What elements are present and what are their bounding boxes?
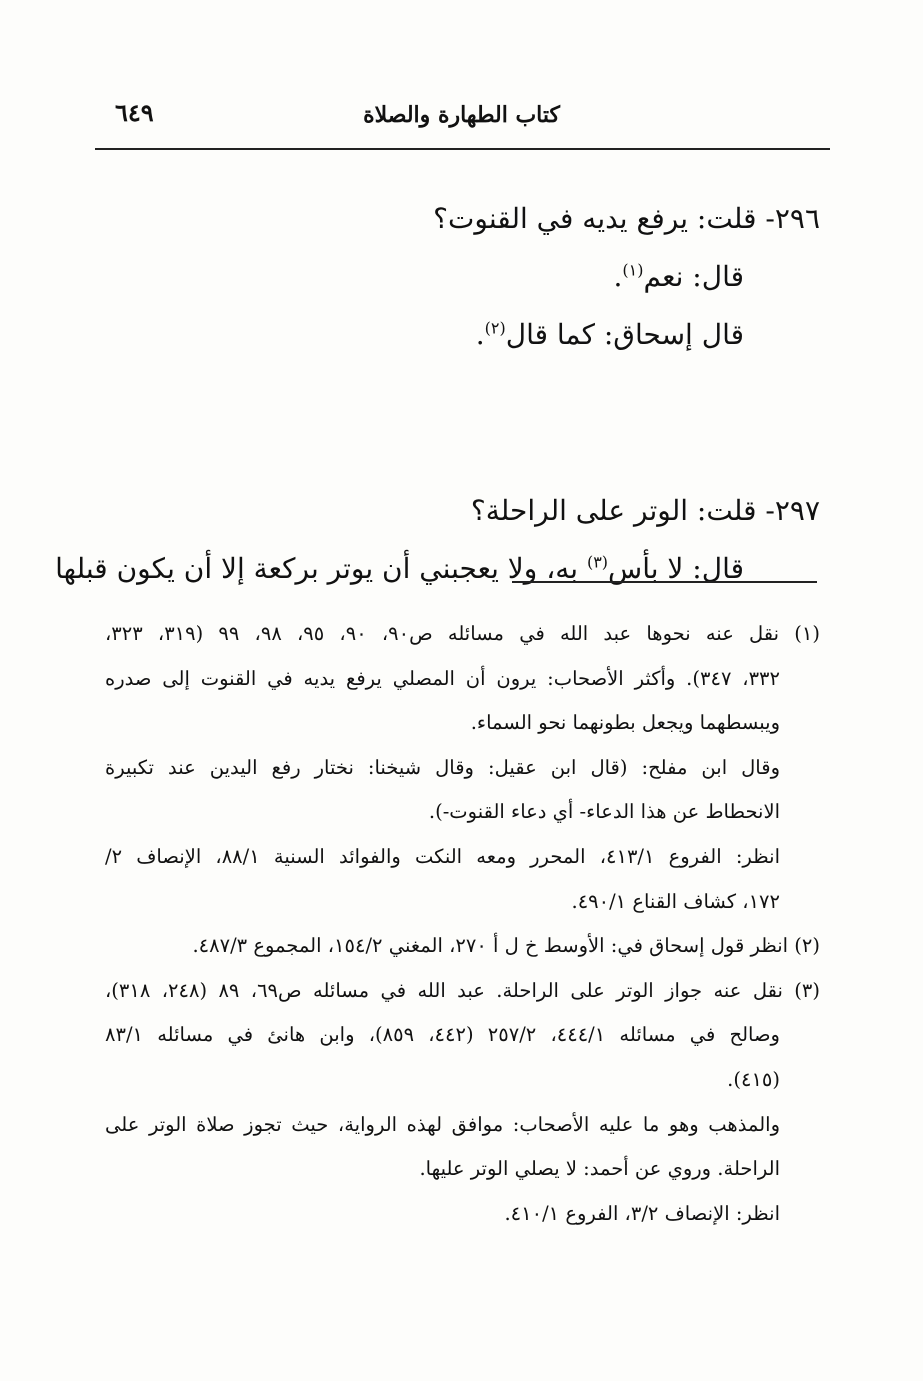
answer-297-rest: به، ولا يعجبني أن يوتر بركعة إلا أن يكون قبلها xyxy=(55,552,587,585)
footnote-line: ويبسطهما ويجعل بطونهما نحو السماء. xyxy=(470,711,780,735)
footnote-ref-1[interactable]: (١) xyxy=(622,260,644,280)
footnote-line: ٣٣٢، ٣٤٧). وأكثر الأصحاب: يرون أن المصلي يرفع يديه في القنوت إلى صدره xyxy=(105,666,780,690)
question-296-text: ٢٩٦- قلت: يرفع يديه في القنوت؟ xyxy=(433,202,820,235)
page-header xyxy=(95,96,830,150)
answer-297 xyxy=(55,540,820,598)
footnote-line: وصالح في مسائله ٤٤٤/١، ٢٥٧/٢ (٤٤٢، ٨٥٩)، وابن هانئ في مسائله ٨٣/١ xyxy=(105,1023,780,1047)
answer-296-period: . xyxy=(613,260,623,293)
answer-296 xyxy=(100,248,820,306)
footnote-line: انظر: الإنصاف ٣/٢، الفروع ٤١٠/١. xyxy=(504,1201,780,1225)
footnote-separator xyxy=(512,581,817,583)
footnote-line: الراحلة. وروي عن أحمد: لا يصلي الوتر عليها. xyxy=(419,1157,780,1181)
footnote-line: ١٧٢، كشاف القناع ٤٩٠/١. xyxy=(571,889,780,913)
footnote-ref-3[interactable]: (٣) xyxy=(586,552,609,572)
ishaq-296-text: قال إسحاق: كما قال xyxy=(505,318,744,351)
footnote-line: انظر: الفروع ٤١٣/١، المحرر ومعه النكت والفوائد السنية ٨٨/١، الإنصاف ٢/ xyxy=(105,844,780,868)
footnote-line: (٣) نقل عنه جواز الوتر على الراحلة. عبد الله في مسائله ص٦٩، ٨٩ (٢٤٨، ٣١٨)، xyxy=(105,978,820,1002)
footnotes xyxy=(105,612,820,1236)
footnote-line: وقال ابن مفلح: (قال ابن عقيل: وقال شيخنا: نختار رفع اليدين عند تكبيرة xyxy=(105,755,780,779)
running-title: كتاب الطهارة والصلاة xyxy=(363,102,560,128)
footnote-line: والمذهب وهو ما عليه الأصحاب: موافق لهذه الرواية، حيث تجوز صلاة الوتر على xyxy=(105,1112,780,1136)
page-number: ٦٤٩ xyxy=(115,98,154,127)
answer-296-text: قال: نعم xyxy=(643,260,744,293)
question-296 xyxy=(100,190,820,248)
question-297-text: ٢٩٧- قلت: الوتر على الراحلة؟ xyxy=(470,494,820,527)
footnote-line: الانحطاط عن هذا الدعاء- أي دعاء القنوت-). xyxy=(428,800,780,824)
footnote-line: (١) نقل عنه نحوها عبد الله في مسائله ص٩٠، ٩٠، ٩٥، ٩٨، ٩٩ (٣١٩، ٣٢٣، xyxy=(105,622,820,645)
footnote-line: (٤١٥). xyxy=(727,1067,780,1091)
ishaq-296-period: . xyxy=(475,318,485,351)
footnote-ref-2[interactable]: (٢) xyxy=(484,318,506,338)
section-gap xyxy=(100,364,820,482)
main-text xyxy=(55,190,820,598)
question-297 xyxy=(100,482,820,540)
answer-297-text: قال: لا بأس xyxy=(608,552,744,585)
footnote-line: (٢) انظر قول إسحاق في: الأوسط خ ل أ ٢٧٠، المغني ١٥٤/٢، المجموع ٤٨٧/٣. xyxy=(192,934,820,958)
ishaq-296 xyxy=(100,306,820,364)
